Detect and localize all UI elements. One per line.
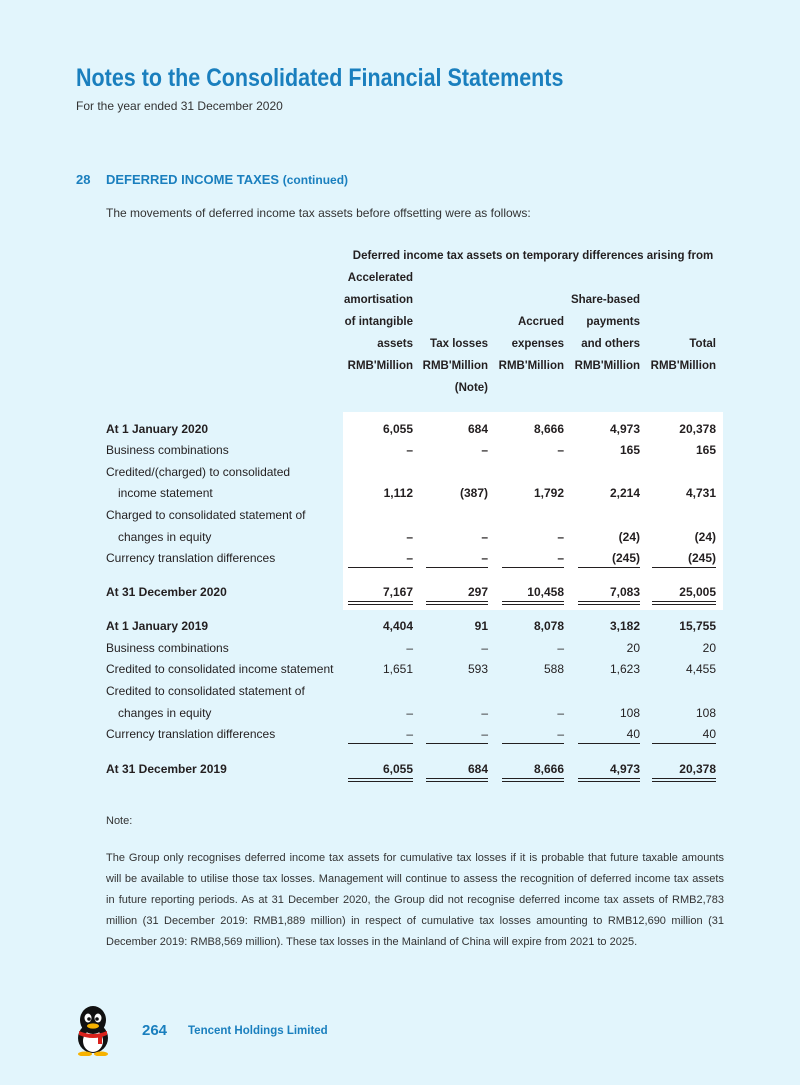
total-double-rule bbox=[348, 778, 413, 782]
row-label: At 31 December 2020 bbox=[106, 585, 227, 599]
table-cell: 2,214 bbox=[609, 486, 640, 500]
column-header-line: RMB'Million bbox=[574, 360, 640, 372]
table-cell: 20,378 bbox=[679, 762, 716, 776]
column-header-line: RMB'Million bbox=[650, 360, 716, 372]
table-cell: – bbox=[557, 641, 564, 655]
column-header-line: payments bbox=[586, 316, 640, 328]
table-cell: 7,167 bbox=[382, 585, 413, 599]
note-text: The Group only recognises deferred income tax assets for cumulative tax losses if it is probable that future taxable amounts will be available to utilise those tax losses. Management will continue to assess the recognition of deferred income tax assets in future reporting periods. As at 31 December 2020, the Group did not recognise deferred income tax assets of RMB2,783 million (31 December 2019: RMB1,889 million) in respect of cumulative tax losses amounting to RMB12,690 million (31 December 2019: RMB8,569 million). These tax losses in the Mainland of China will expire from 2021 to 2025. bbox=[106, 852, 724, 948]
column-header-line: amortisation bbox=[343, 294, 413, 306]
table-cell: 25,005 bbox=[679, 585, 716, 599]
page-number: 264 bbox=[142, 1022, 168, 1039]
table-cell: – bbox=[481, 551, 488, 565]
total-double-rule bbox=[578, 601, 640, 605]
total-double-rule bbox=[502, 601, 564, 605]
subtotal-rule bbox=[652, 743, 716, 744]
table-cell: – bbox=[557, 530, 564, 544]
subtotal-rule bbox=[348, 567, 413, 568]
subtotal-rule bbox=[348, 743, 413, 744]
table-cell: – bbox=[406, 551, 413, 565]
table-cell: 4,404 bbox=[382, 619, 413, 633]
table-cell: 1,792 bbox=[533, 486, 564, 500]
row-label: Business combinations bbox=[106, 443, 229, 457]
table-cell: 108 bbox=[619, 706, 640, 720]
table-cell: – bbox=[406, 443, 413, 457]
table-cell: 165 bbox=[619, 443, 640, 457]
table-cell: 3,182 bbox=[609, 619, 640, 633]
table-cell: (245) bbox=[611, 551, 640, 565]
table-cell: – bbox=[481, 641, 488, 655]
total-double-rule bbox=[578, 778, 640, 782]
page-title: Notes to the Consolidated Financial Statements bbox=[76, 64, 564, 92]
column-header-line: RMB'Million bbox=[422, 360, 488, 372]
row-label: Currency translation differences bbox=[106, 551, 276, 565]
table-cell: 1,623 bbox=[609, 662, 640, 676]
total-double-rule bbox=[348, 601, 413, 605]
column-header-line: assets bbox=[377, 338, 413, 350]
table-cell: 4,973 bbox=[609, 762, 640, 776]
row-label: changes in equity bbox=[118, 706, 212, 720]
row-label: Credited/(charged) to consolidated bbox=[106, 465, 291, 479]
table-cell: 10,458 bbox=[527, 585, 564, 599]
column-header-line: (Note) bbox=[454, 382, 488, 394]
table-cell: 8,666 bbox=[533, 422, 564, 436]
row-label: Credited to consolidated statement of bbox=[106, 684, 305, 698]
subtotal-rule bbox=[502, 743, 564, 744]
section-intro: The movements of deferred income tax assets before offsetting were as follows: bbox=[106, 206, 531, 220]
table-cell: 588 bbox=[543, 662, 564, 676]
row-label: At 1 January 2020 bbox=[106, 422, 209, 436]
note-heading: Note: bbox=[106, 815, 133, 827]
column-header-line: expenses bbox=[511, 338, 564, 350]
table-cell: – bbox=[481, 530, 488, 544]
total-double-rule bbox=[426, 601, 488, 605]
table-cell: 8,666 bbox=[533, 762, 564, 776]
table-cell: 4,973 bbox=[609, 422, 640, 436]
table-cell: 8,078 bbox=[533, 619, 564, 633]
row-label: At 31 December 2019 bbox=[106, 762, 227, 776]
table-cell: – bbox=[406, 530, 413, 544]
table-cell: (24) bbox=[618, 530, 640, 544]
table-cell: 6,055 bbox=[382, 762, 413, 776]
table-cell: 40 bbox=[626, 727, 640, 741]
highlight-2020 bbox=[343, 412, 723, 610]
company-name: Tencent Holdings Limited bbox=[188, 1025, 328, 1037]
table-cell: 20 bbox=[702, 641, 716, 655]
table-cell: – bbox=[481, 727, 488, 741]
subtotal-rule bbox=[426, 743, 488, 744]
section-number: 28 bbox=[76, 172, 91, 187]
section-title-text: DEFERRED INCOME TAXES bbox=[106, 172, 280, 187]
column-header-line: RMB'Million bbox=[347, 360, 413, 372]
table-cell: 108 bbox=[695, 706, 716, 720]
table-cell: – bbox=[481, 706, 488, 720]
table-cell: – bbox=[406, 641, 413, 655]
row-label: Business combinations bbox=[106, 641, 229, 655]
subtotal-rule bbox=[578, 567, 640, 568]
table-cell: – bbox=[557, 551, 564, 565]
table-cell: (387) bbox=[459, 486, 488, 500]
section-continued: (continued) bbox=[282, 173, 349, 187]
total-double-rule bbox=[652, 778, 716, 782]
table-cell: – bbox=[557, 727, 564, 741]
table-cell: 20,378 bbox=[679, 422, 716, 436]
table-cell: 684 bbox=[467, 422, 488, 436]
column-header-line: RMB'Million bbox=[498, 360, 564, 372]
table-cell: 6,055 bbox=[382, 422, 413, 436]
table-group-header: Deferred income tax assets on temporary differences arising from bbox=[352, 250, 714, 262]
table-cell: 40 bbox=[702, 727, 716, 741]
subtotal-rule bbox=[426, 567, 488, 568]
section-title bbox=[106, 172, 348, 187]
table-cell: – bbox=[557, 443, 564, 457]
column-header-line: of intangible bbox=[344, 316, 413, 328]
table-cell: (24) bbox=[694, 530, 716, 544]
subtotal-rule bbox=[652, 567, 716, 568]
table-cell: 91 bbox=[474, 619, 488, 633]
subtotal-rule bbox=[578, 743, 640, 744]
total-double-rule bbox=[652, 601, 716, 605]
table-cell: (245) bbox=[687, 551, 716, 565]
column-header-line: Accelerated bbox=[347, 272, 413, 284]
table-cell: – bbox=[406, 727, 413, 741]
column-header-line: Share-based bbox=[570, 294, 640, 306]
column-header-line: and others bbox=[581, 338, 640, 350]
table-cell: 1,651 bbox=[382, 662, 413, 676]
row-label: At 1 January 2019 bbox=[106, 619, 209, 633]
table-cell: 15,755 bbox=[679, 619, 716, 633]
column-header-line: Accrued bbox=[517, 316, 564, 328]
column-header-line: Total bbox=[689, 338, 716, 350]
table-cell: 7,083 bbox=[609, 585, 640, 599]
total-double-rule bbox=[502, 778, 564, 782]
column-header-line: Tax losses bbox=[430, 338, 488, 350]
subtotal-rule bbox=[502, 567, 564, 568]
total-double-rule bbox=[426, 778, 488, 782]
page-subtitle: For the year ended 31 December 2020 bbox=[76, 99, 283, 113]
row-label: income statement bbox=[118, 486, 213, 500]
penguin-logo-icon bbox=[70, 1004, 116, 1056]
row-label: changes in equity bbox=[118, 530, 212, 544]
table-cell: 1,112 bbox=[383, 486, 413, 500]
table-cell: – bbox=[557, 706, 564, 720]
table-cell: 297 bbox=[467, 585, 488, 599]
row-label: Currency translation differences bbox=[106, 727, 276, 741]
table-cell: 20 bbox=[626, 641, 640, 655]
table-cell: 593 bbox=[467, 662, 488, 676]
table-cell: 684 bbox=[467, 762, 488, 776]
table-cell: – bbox=[481, 443, 488, 457]
row-label: Credited to consolidated income statement bbox=[106, 662, 334, 676]
row-label: Charged to consolidated statement of bbox=[106, 508, 306, 522]
table-cell: 4,455 bbox=[685, 662, 716, 676]
table-cell: 165 bbox=[695, 443, 716, 457]
table-cell: – bbox=[406, 706, 413, 720]
table-cell: 4,731 bbox=[685, 486, 716, 500]
